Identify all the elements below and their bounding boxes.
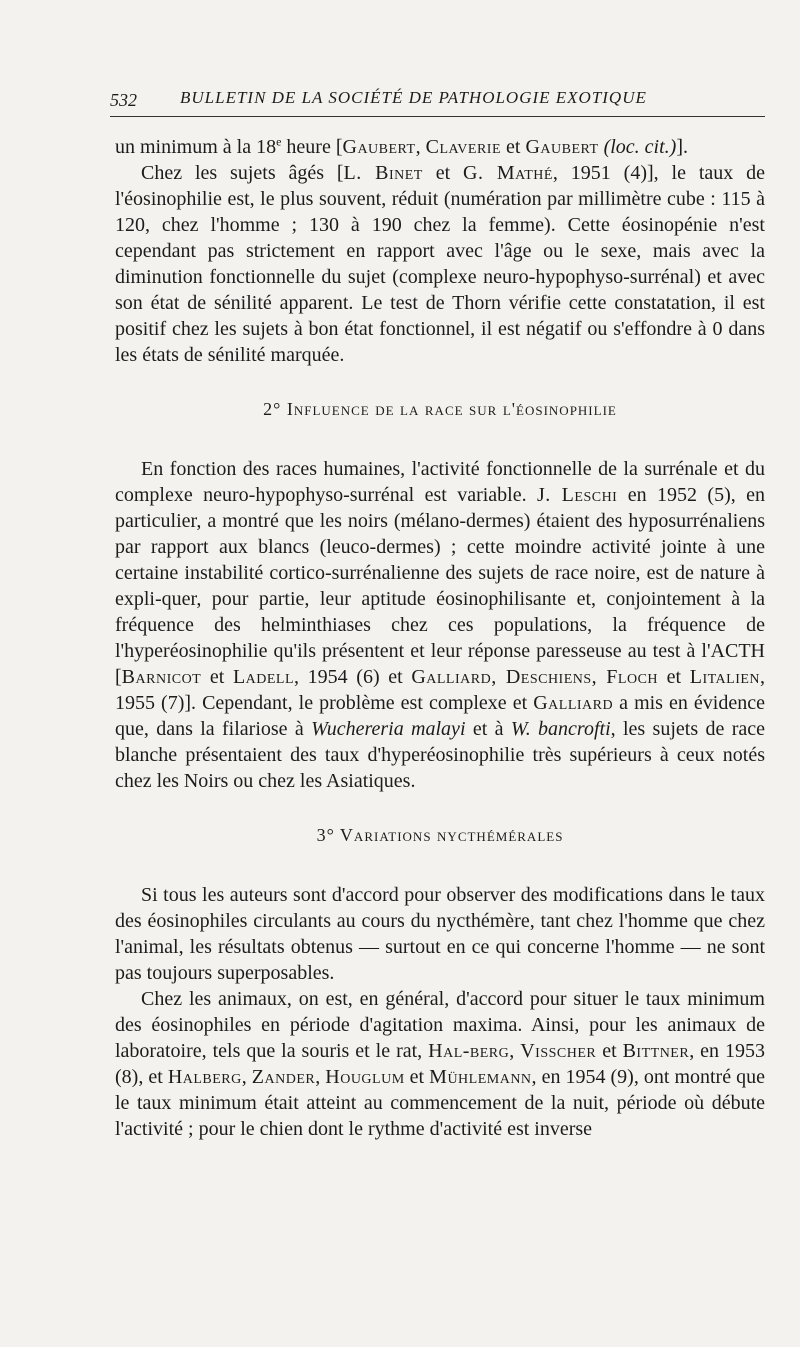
page-header — [110, 86, 765, 117]
author-name: Litalien — [689, 666, 761, 688]
author-name: Visscher — [520, 1040, 597, 1062]
author-name: Claverie — [425, 136, 502, 158]
author-name: L. Binet — [343, 162, 423, 184]
author-name: Galliard, Deschiens, Floch — [411, 666, 659, 688]
author-name: Halberg — [167, 1066, 242, 1088]
species-name: W. bancrofti — [510, 718, 611, 740]
author-name: Mühlemann — [429, 1066, 532, 1088]
author-name: Houglum — [325, 1066, 405, 1088]
author-name: Hal-berg — [428, 1040, 510, 1062]
paragraph-animals: Chez les animaux, on est, en général, d'accord pour situer le taux minimum des éosinophiles en période d'agitation maxima. Ainsi, pour les animaux de laboratoire, tels que la souris et le rat, Hal-berg, Visscher et Bittner, en 1953 (8), et Halberg, Zander, Houglum et Mühlemann, en 1954 (9), ont montré que le taux minimum était atteint au commencement de la nuit, période où débute l'activité ; pour le chien dont le rythme d'activité est inverse — [115, 988, 766, 1140]
paragraph-race: En fonction des races humaines, l'activité fonctionnelle de la surrénale et du complexe neuro-hypophyso-surrénal est variable. J. Leschi en 1952 (5), en particulier, a montré que les noirs (mélano-dermes) étaient des hyposurrénaliens par rapport aux blancs (leuco-dermes) ; cette moindre activité jointe à une certaine instabilité cortico-surrénalienne des sujets de race noire, est de nature à expli-quer, pour partie, leur aptitude éosinophilisante et, conjointement à la fréquence des helminthiases chez ces populations, la fréquence de l'hyperéosinophilie qu'ils présentent et leur réponse paresseuse au test à l'ACTH [Barnicot et Ladell, 1954 (6) et Galliard, Deschiens, Floch et Litalien, 1955 (7)]. Cependant, le problème est complexe et Galliard a mis en évidence que, dans la filariose à Wuchereria malayi et à W. bancrofti, les sujets de race blanche présentaient des taux d'hyperéosinophilie très supérieurs à ceux notés chez les Noirs ou chez les Asiatiques. — [115, 458, 766, 792]
running-title: BULLETIN DE LA SOCIÉTÉ DE PATHOLOGIE EXOTIQUE — [180, 88, 647, 107]
paragraph-nycthemeral: Si tous les auteurs sont d'accord pour observer des modifications dans le taux des éosinophiles circulants au cours du nycthémère, tant chez l'homme que chez l'animal, les résultats obtenus — surtout en ce qui concerne l'homme — ne sont pas toujours superposables. — [115, 884, 765, 984]
author-name: Gaubert — [342, 136, 416, 158]
paragraph-continuation: un minimum à la 18e heure [Gaubert, Claverie et Gaubert (loc. cit.)]. — [115, 134, 688, 158]
citation-italic: (loc. cit.) — [603, 136, 677, 158]
author-name: Bittner — [622, 1040, 690, 1062]
paragraph-elderly: Chez les sujets âgés [L. Binet et G. Mathé, 1951 (4)], le taux de l'éosinophilie est, le plus souvent, réduit (numération par millimètre cube : 115 à 120, chez l'homme ; 130 à 190 chez la femme). Cette éosinopénie n'est cependant pas strictement en rapport avec l'âge ou le sexe, mais avec la diminution fonctionnelle du sujet (complexe neuro-hypophyso-surrénal) et avec son état de sénilité apparent. Le test de Thorn vérifie cette constatation, il est positif chez les sujets à bon état fonctionnel, il est négatif ou s'effondre à 0 dans les états de sénilité marquée. — [115, 162, 765, 366]
species-name: Wuchereria malayi — [311, 718, 466, 740]
author-name: Gaubert — [525, 136, 599, 158]
page-number: 532 — [110, 90, 137, 110]
author-name: G. Mathé — [463, 162, 553, 184]
body-text — [115, 134, 765, 1142]
section-heading-race: 2° Influence de la race sur l'éosinophilie — [263, 399, 617, 419]
section-heading-nycthemeral: 3° Variations nycthémérales — [316, 825, 564, 845]
author-name: J. Leschi — [537, 484, 618, 506]
author-name: Zander — [251, 1066, 316, 1088]
author-name: Ladell — [232, 666, 295, 688]
superscript: e — [276, 134, 282, 149]
author-name: Galliard — [533, 692, 614, 714]
author-name: Barnicot — [121, 666, 202, 688]
